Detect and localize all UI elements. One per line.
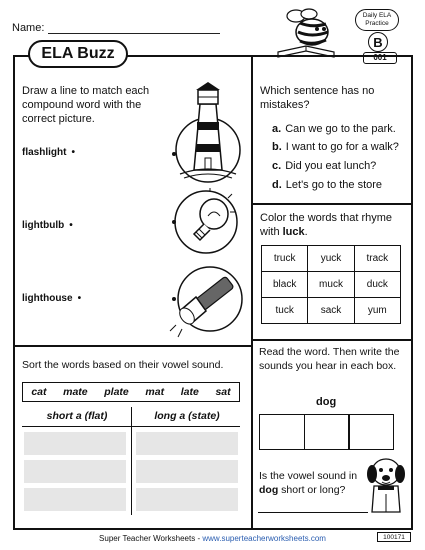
sentence-question: Which sentence has no mistakes? [260,85,375,111]
match-dot[interactable]: • [69,220,73,231]
option-text: Can we go to the park. [285,123,396,135]
option-letter: c. [272,160,282,172]
short-a-answer-box[interactable] [24,460,126,483]
rhyme-grid [261,245,401,324]
flashlight-icon[interactable] [166,263,246,339]
rhyme-cell[interactable]: black [262,272,308,298]
option-text: Let's go to the store [285,179,383,191]
footer-code: 100171 [377,532,411,542]
compound-word-flashlight[interactable] [22,147,75,158]
divider [253,203,411,205]
rhyme-cell[interactable]: yum [354,298,400,324]
short-a-heading: short a (flat) [46,410,108,422]
compound-word-lighthouse[interactable] [22,293,81,304]
sentence-option-a[interactable] [272,123,396,135]
divider [253,339,411,341]
compound-word-label: lightbulb [22,220,65,231]
option-text: Did you eat lunch? [285,160,377,172]
compound-word-label: lighthouse [22,293,73,304]
divider [15,345,251,347]
sound-box[interactable] [259,414,305,450]
target-word: dog [316,396,337,408]
footer-brand: Super Teacher Worksheets - [99,534,203,543]
footer [0,534,425,543]
compound-word-lightbulb[interactable] [22,220,73,231]
vowel-question-end: short or long? [278,483,346,496]
sentence-option-c[interactable] [272,160,376,172]
word-bank-item: mate [63,386,88,398]
long-a-heading: long a (state) [154,410,220,422]
rhyme-cell[interactable]: duck [354,272,400,298]
long-a-answer-box[interactable] [136,488,238,511]
rhyme-cell[interactable]: track [354,246,400,272]
long-a-answer-box[interactable] [136,432,238,455]
dog-icon [364,452,408,516]
divider [251,57,253,528]
rhyme-cell[interactable]: sack [308,298,354,324]
match-dot[interactable]: • [71,147,75,158]
short-a-answer-box[interactable] [24,432,126,455]
word-bank [22,382,240,402]
option-letter: a. [272,123,282,135]
sound-box[interactable] [304,414,350,450]
answer-line[interactable] [258,512,368,513]
word-bank-item: sat [215,386,231,398]
level-badge: B [368,32,388,52]
option-letter: d. [272,179,282,191]
word-bank-item: cat [31,386,47,398]
sheet-number: 001 [363,52,397,64]
series-badge: Daily ELA Practice [355,9,399,31]
short-a-answer-box[interactable] [24,488,126,511]
sentence-option-b[interactable] [272,141,399,153]
sentence-option-d[interactable] [272,179,382,191]
rhyme-instruction [260,211,410,239]
lighthouse-icon[interactable] [160,82,242,186]
bee-mascot-icon [276,8,344,62]
option-letter: b. [272,141,282,153]
rhyme-cell[interactable]: tuck [262,298,308,324]
sort-instruction: Sort the words based on their vowel sound. [22,359,224,371]
word-bank-item: plate [104,386,129,398]
name-field-line[interactable] [48,23,220,34]
sound-box[interactable] [348,414,394,450]
rhyme-cell[interactable]: yuck [308,246,354,272]
word-bank-item: late [180,386,199,398]
word-bank-item: mat [145,386,165,398]
name-row [12,22,220,34]
name-label: Name: [12,22,45,34]
lightbulb-icon[interactable] [162,186,242,256]
vowel-question-text: Is the vowel sound in [259,470,358,482]
match-dot[interactable]: • [77,293,82,304]
rhyme-instruction-end: . [304,226,308,238]
footer-link[interactable]: www.superteacherworksheets.com [202,534,326,543]
rhyme-instruction-text: Color the words that rhyme with [260,212,393,238]
vowel-question-word: dog [259,483,279,496]
compound-word-label: flashlight [22,147,67,158]
rhyme-cell[interactable]: truck [262,246,308,272]
rhyme-target-word: luck [282,226,305,238]
sound-boxes [259,414,393,450]
page-title: ELA Buzz [28,40,128,68]
compound-instruction: Draw a line to match each compound word with the correct picture. [22,85,150,125]
sounds-instruction: Read the word. Then write the sounds you hear in each box. [259,346,400,372]
long-a-answer-box[interactable] [136,460,238,483]
rhyme-cell[interactable]: muck [308,272,354,298]
vowel-question [259,470,374,497]
sort-table-divider [131,407,132,515]
option-text: I want to go for a walk? [285,141,399,153]
